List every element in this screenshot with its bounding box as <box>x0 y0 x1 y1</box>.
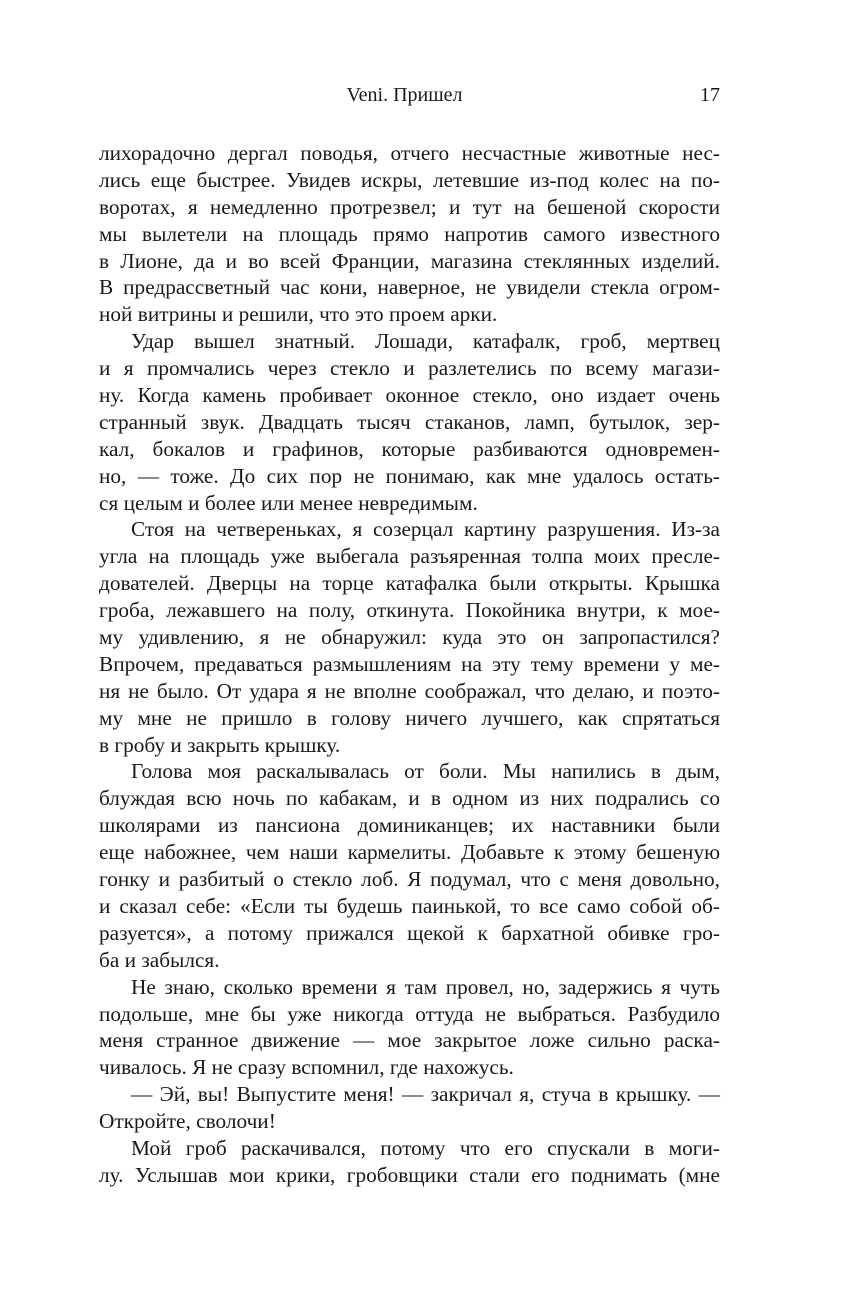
text-line: школярами из пансиона доминиканцев; их наставники были <box>99 813 720 838</box>
text-line: кал, бокалов и графинов, которые разбиваются одновремен- <box>99 436 720 461</box>
text-line: меня странное движение — мое закрытое ложе сильно раска- <box>99 1028 720 1053</box>
text-line: гонку и разбитый о стекло лоб. Я подумал, что с меня довольно, <box>99 867 720 892</box>
text-line: В предрассветный час кони, наверное, не увидели стекла огром- <box>99 275 720 300</box>
text-line: ной витрины и решили, что это проем арки. <box>99 302 498 327</box>
text-line: блуждая всю ночь по кабакам, и в одном из них подрались со <box>99 786 720 811</box>
paragraph <box>99 1135 720 1189</box>
text-line: чивалось. Я не сразу вспомнил, где нахожусь. <box>99 1055 514 1080</box>
text-line: подольше, мне бы уже никогда оттуда не выбраться. Разбудило <box>99 1001 720 1026</box>
page-number: 17 <box>700 84 720 106</box>
paragraph <box>99 328 720 516</box>
text-line: воротах, я немедленно протрезвел; и тут на бешеной скорости <box>99 194 720 219</box>
text-line: ну. Когда камень пробивает оконное стекло, оно издает очень <box>99 383 720 408</box>
text-line: Откройте, сволочи! <box>99 1109 276 1134</box>
paragraph <box>99 516 720 758</box>
text-line: Стоя на четвереньках, я созерцал картину разрушения. Из-за <box>131 517 720 542</box>
text-line: еще набожнее, чем наши кармелиты. Добавьте к этому бешеную <box>99 840 720 865</box>
text-line: ба и забылся. <box>99 947 220 972</box>
text-line: Мой гроб раскачивался, потому что его спускали в моги- <box>131 1135 720 1160</box>
text-line: дователей. Дверцы на торце катафалка были открыты. Крышка <box>99 571 720 596</box>
text-line: но, — тоже. До сих пор не понимаю, как мне удалось остать- <box>99 463 720 488</box>
text-line: угла на площадь уже выбегала разъяренная толпа моих пресле- <box>99 544 720 569</box>
text-line: — Эй, вы! Выпустите меня! — закричал я, стуча в крышку. — <box>131 1082 720 1107</box>
running-head <box>99 84 720 112</box>
text-line: ня не было. От удара я не вполне соображал, что делаю, и поэто- <box>99 678 720 703</box>
running-head-title: Veni. Пришел <box>346 84 463 106</box>
text-line: лу. Услышав мои крики, гробовщики стали его поднимать (мне <box>99 1162 720 1187</box>
text-line: ся целым и более или менее невредимым. <box>99 490 478 515</box>
text-line: в Лионе, да и во всей Франции, магазина стеклянных изделий. <box>99 248 720 273</box>
text-line: Голова моя раскалывалась от боли. Мы напились в дым, <box>131 759 720 784</box>
text-line: Впрочем, предаваться размышлениям на эту тему времени у ме- <box>99 651 720 676</box>
text-line: гроба, лежавшего на полу, откинута. Покойника внутри, к мое- <box>99 598 720 623</box>
text-line: Удар вышел знатный. Лошади, катафалк, гроб, мертвец <box>131 329 720 354</box>
text-line: разуется», а потому прижался щекой к бархатной обивке гро- <box>99 920 720 945</box>
paragraph <box>99 1081 720 1135</box>
text-line: в гробу и закрыть крышку. <box>99 732 341 757</box>
text-line: лихорадочно дергал поводья, отчего несчастные животные нес- <box>99 141 720 165</box>
text-line: Не знаю, сколько времени я там провел, но, задержись я чуть <box>131 974 720 999</box>
text-line: странный звук. Двадцать тысяч стаканов, ламп, бутылок, зер- <box>99 409 720 434</box>
text-line: му удивлению, я не обнаружил: куда это он запропастился? <box>99 625 720 650</box>
paragraph <box>99 140 720 328</box>
text-line: лись еще быстрее. Увидев искры, летевшие из-под колес на по- <box>99 167 720 192</box>
paragraph <box>99 758 720 973</box>
paragraph <box>99 974 720 1082</box>
text-line: и сказал себе: «Если ты будешь паинькой, то все само собой об- <box>99 893 720 918</box>
text-line: му мне не пришло в голову ничего лучшего, как спрятаться <box>99 705 720 730</box>
text-line: и я промчались через стекло и разлетелись по всему магази- <box>99 356 720 381</box>
body-text <box>99 140 720 1189</box>
text-line: мы вылетели на площадь прямо напротив самого известного <box>99 221 720 246</box>
